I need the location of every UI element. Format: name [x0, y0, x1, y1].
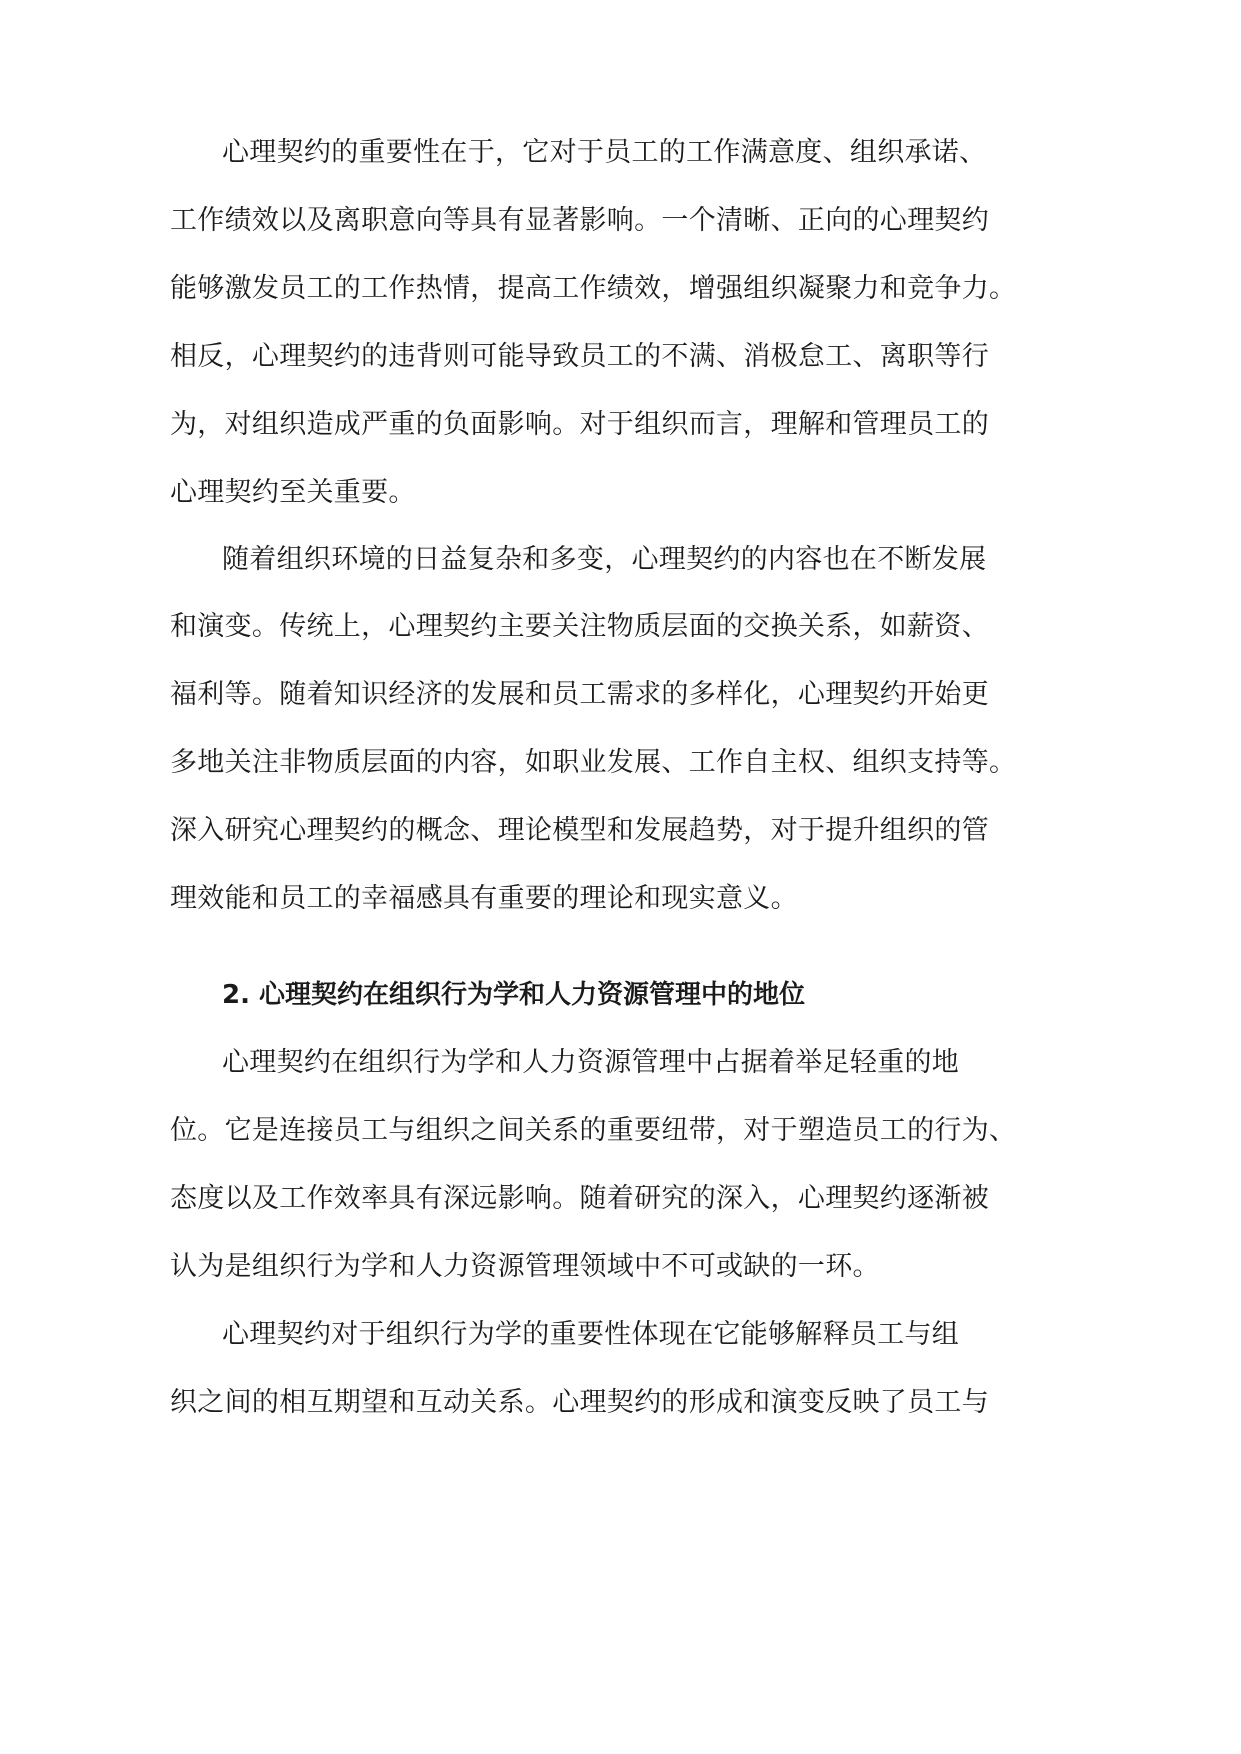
- text-line: 随着组织环境的日益复杂和多变，心理契约的内容也在不断发展: [222, 544, 987, 575]
- text-line: 心理契约对于组织行为学的重要性体现在它能够解释员工与组: [222, 1319, 960, 1350]
- text-line: 能够激发员工的工作热情，提高工作绩效，增强组织凝聚力和竞争力。: [170, 273, 1017, 304]
- text-line: 织之间的相互期望和互动关系。心理契约的形成和演变反映了员工与: [170, 1387, 989, 1418]
- text-line: 和演变。传统上，心理契约主要关注物质层面的交换关系，如薪资、: [170, 611, 989, 642]
- text-line: 认为是组织行为学和人力资源管理领域中不可或缺的一环。: [170, 1251, 880, 1282]
- text-line: 福利等。随着知识经济的发展和员工需求的多样化，心理契约开始更: [170, 679, 989, 710]
- text-line: 为，对组织造成严重的负面影响。对于组织而言，理解和管理员工的: [170, 409, 989, 440]
- text-line: 态度以及工作效率具有深远影响。随着研究的深入，心理契约逐渐被: [170, 1183, 989, 1214]
- text-line: 深入研究心理契约的概念、理论模型和发展趋势，对于提升组织的管: [170, 815, 989, 846]
- section-heading: 2. 心理契约在组织行为学和人力资源管理中的地位: [222, 980, 806, 1010]
- text-line: 工作绩效以及离职意向等具有显著影响。一个清晰、正向的心理契约: [170, 205, 989, 236]
- text-line: 心理契约的重要性在于，它对于员工的工作满意度、组织承诺、: [222, 137, 987, 168]
- text-line: 心理契约在组织行为学和人力资源管理中占据着举足轻重的地: [222, 1047, 960, 1078]
- text-line: 理效能和员工的幸福感具有重要的理论和现实意义。: [170, 883, 798, 914]
- text-line: 相反，心理契约的违背则可能导致员工的不满、消极怠工、离职等行: [170, 341, 989, 372]
- text-line: 位。它是连接员工与组织之间关系的重要纽带，对于塑造员工的行为、: [170, 1115, 1017, 1146]
- text-line: 多地关注非物质层面的内容，如职业发展、工作自主权、组织支持等。: [170, 747, 1017, 778]
- text-line: 心理契约至关重要。: [170, 477, 416, 508]
